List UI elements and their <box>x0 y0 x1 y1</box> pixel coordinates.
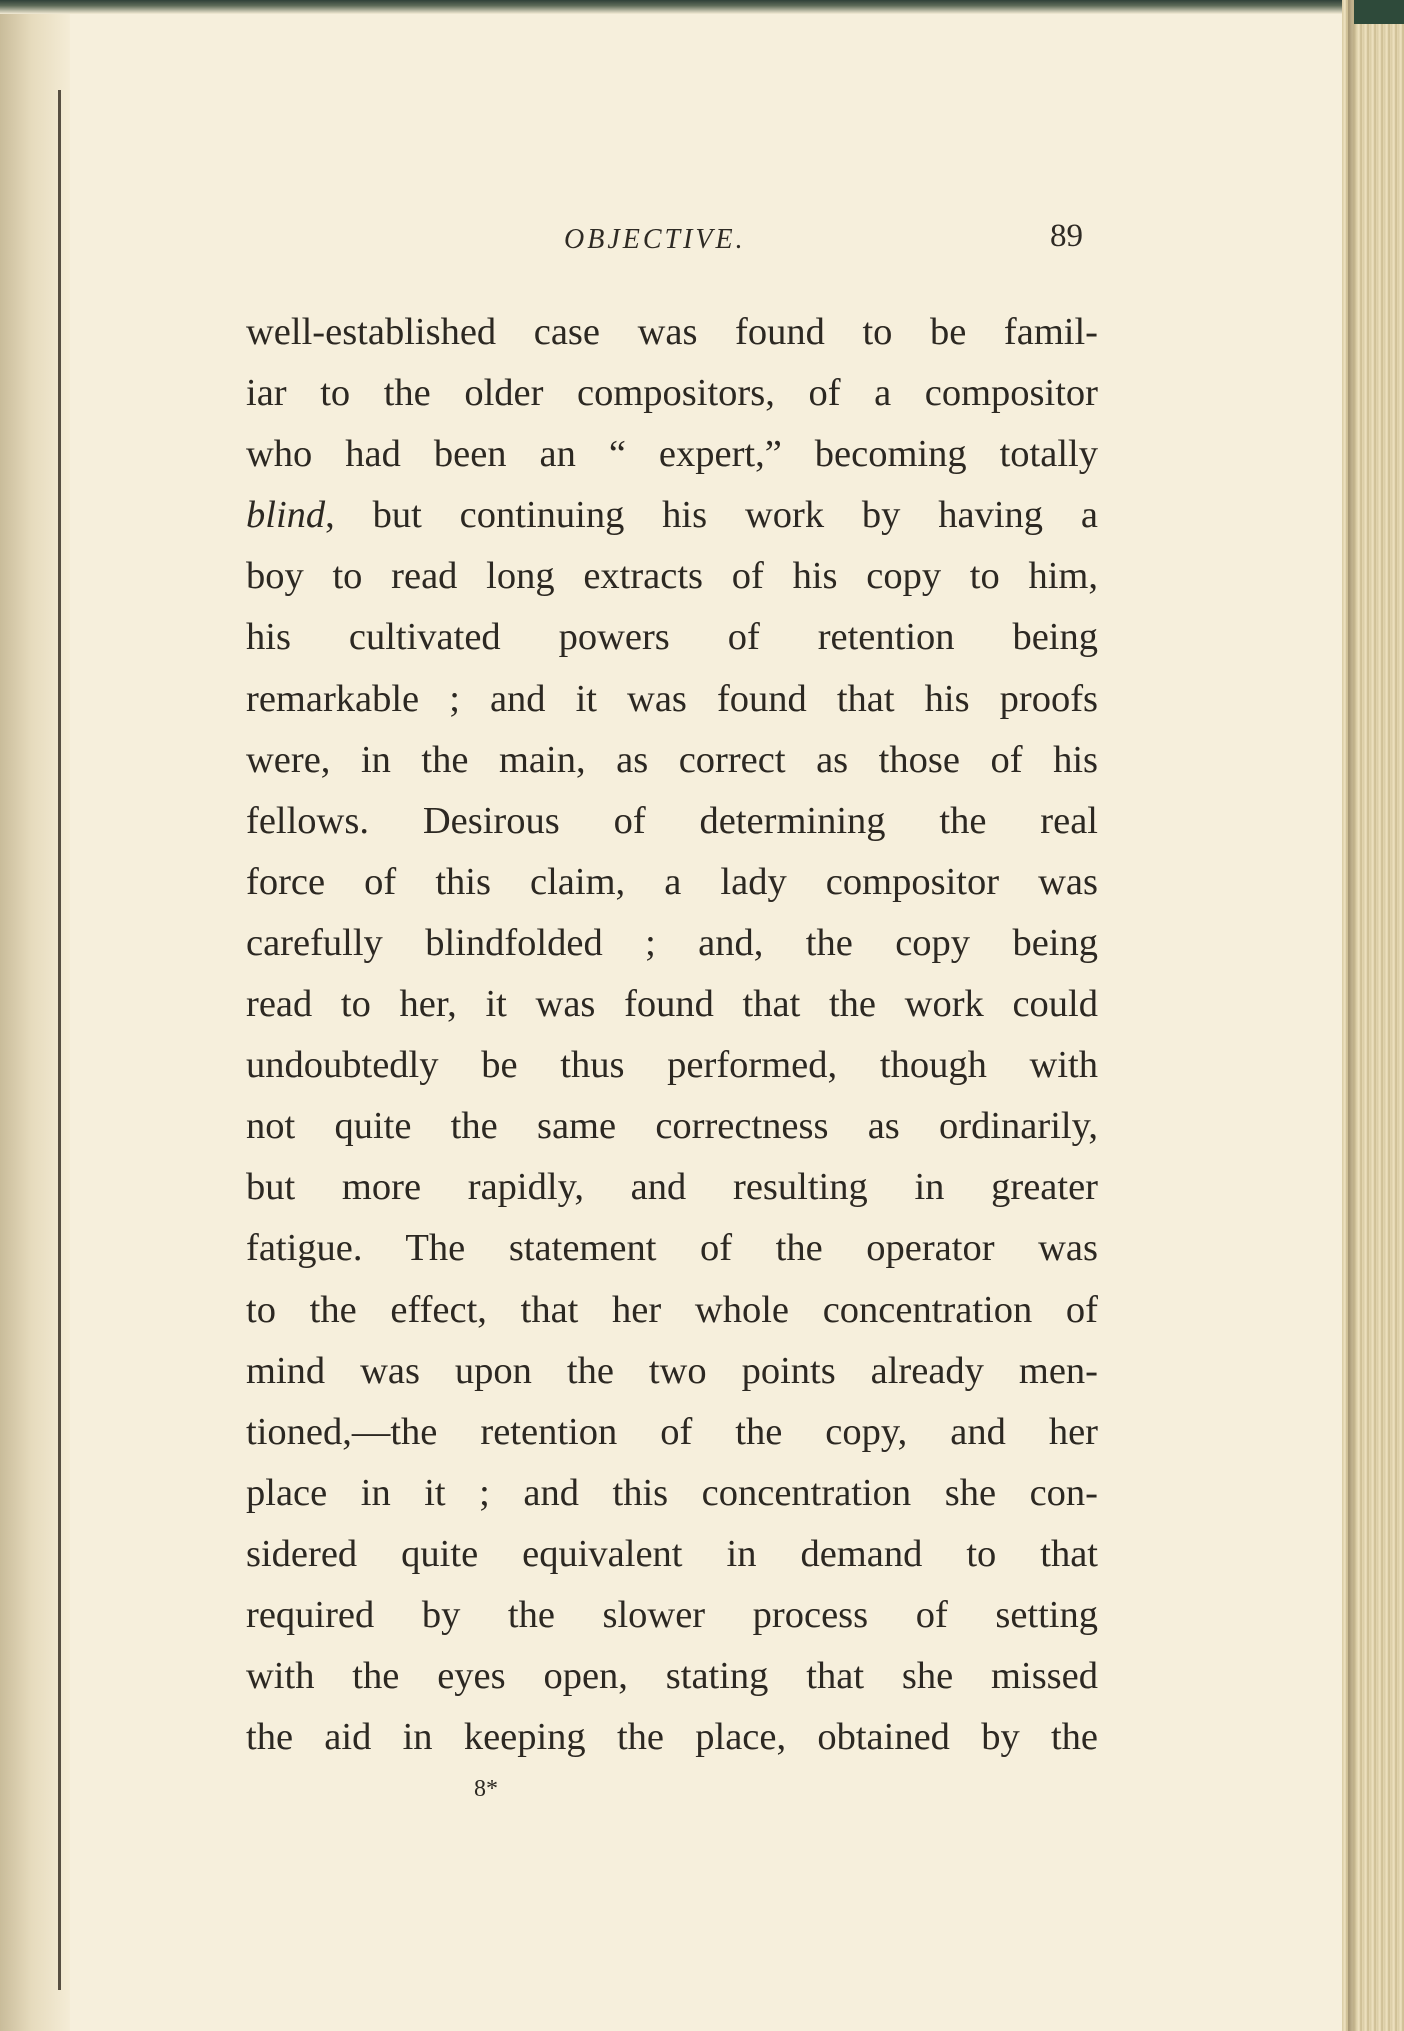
text-line-with-italic <box>246 485 1098 546</box>
text-line: to the effect, that her whole concentration of <box>246 1288 1098 1331</box>
text-line: who had been an “ expert,” becoming totally <box>246 433 1098 476</box>
spine-edge <box>58 90 61 1990</box>
text-line: sidered quite equivalent in demand to that <box>246 1532 1098 1575</box>
text-line: place in it ; and this concentration she con- <box>246 1471 1098 1514</box>
text-line: the aid in keeping the place, obtained by the <box>246 1716 1098 1759</box>
running-title: OBJECTIVE. <box>564 224 746 255</box>
signature-mark: 8* <box>474 1776 498 1802</box>
text-line: well-established case was found to be famil- <box>246 311 1098 353</box>
text-line: undoubtedly be thus performed, though with <box>246 1044 1098 1087</box>
body-text <box>246 302 1098 1768</box>
text-line: fellows. Desirous of determining the real <box>246 799 1098 842</box>
page-number: 89 <box>1050 218 1083 254</box>
cover-top-edge <box>0 0 1404 14</box>
text-line: not quite the same correctness as ordinarily, <box>246 1105 1098 1148</box>
text-line: carefully blindfolded ; and, the copy being <box>246 921 1098 964</box>
cover-corner <box>1354 0 1404 24</box>
text-line: boy to read long extracts of his copy to him, <box>246 555 1098 598</box>
text-line: required by the slower process of setting <box>246 1593 1098 1636</box>
text-line: with the eyes open, stating that she missed <box>246 1655 1098 1698</box>
text-line: fatigue. The statement of the operator was <box>246 1227 1098 1270</box>
text-line: but more rapidly, and resulting in greater <box>246 1166 1098 1209</box>
italic-word: blind <box>246 494 326 537</box>
running-head <box>0 214 1404 264</box>
text-line: remarkable ; and it was found that his proofs <box>246 677 1098 720</box>
text-line: tioned,—the retention of the copy, and her <box>246 1410 1098 1453</box>
text-line: read to her, it was found that the work could <box>246 983 1098 1026</box>
text-line: force of this claim, a lady compositor was <box>246 860 1098 903</box>
text-line-rest: , but continuing his work by having a <box>325 494 1098 537</box>
text-line: his cultivated powers of retention being <box>246 616 1098 659</box>
text-line: mind was upon the two points already men- <box>246 1349 1098 1392</box>
page-block-shadow <box>1348 0 1356 2031</box>
text-line: were, in the main, as correct as those of his <box>246 738 1098 781</box>
text-line: iar to the older compositors, of a compositor <box>246 372 1098 415</box>
